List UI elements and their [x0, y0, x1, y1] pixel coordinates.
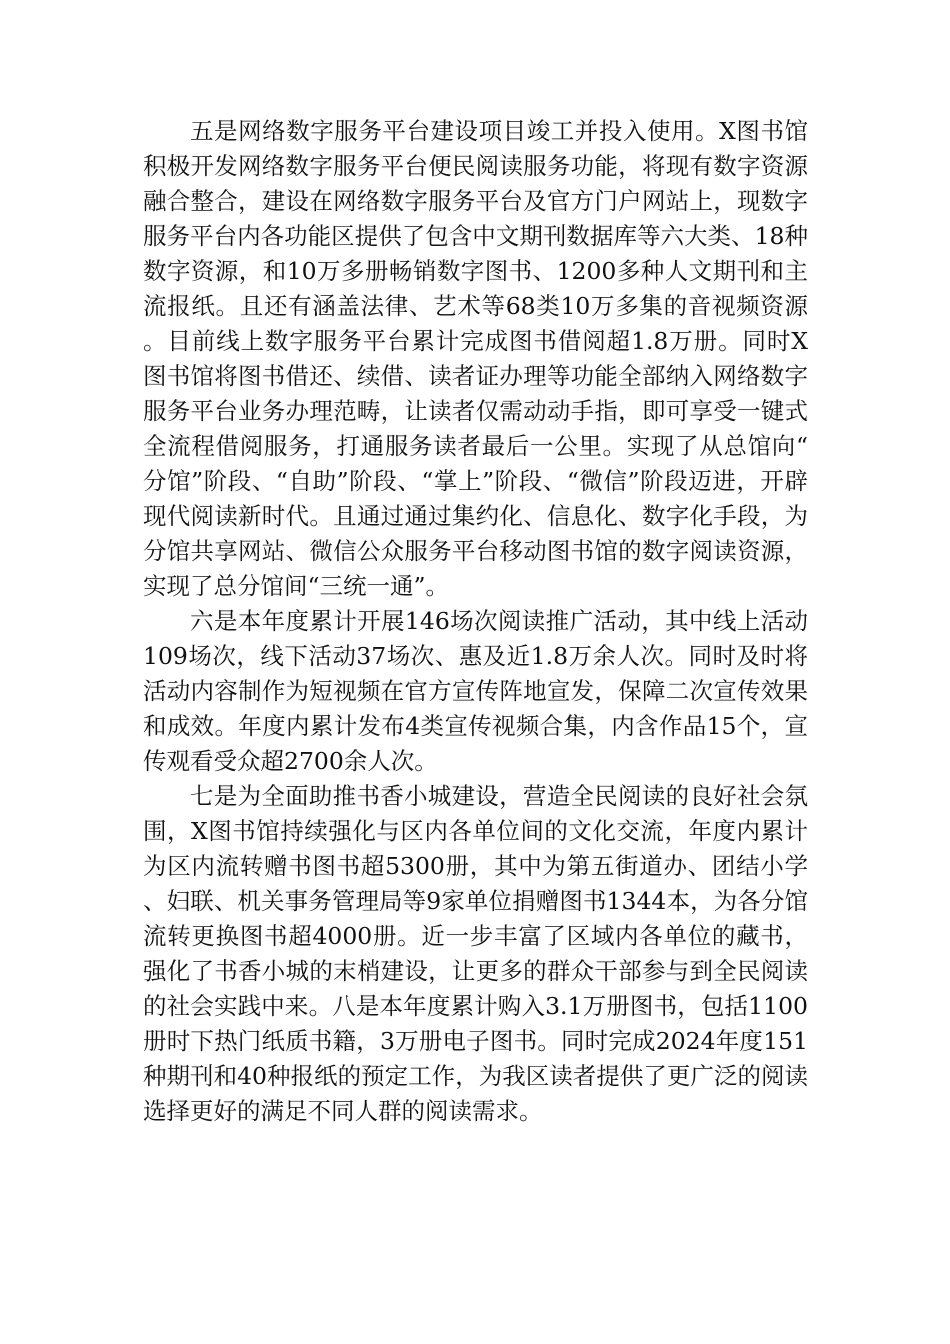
paragraph-digital-platform: 五是网络数字服务平台建设项目竣工并投入使用。X图书馆积极开发网络数字服务平台便民阅读服务功能，将现有数字资源融合整合，建设在网络数字服务平台及官方门户网站上，现数字服务平台内各功能区提供了包含中文期刊数据库等六大类、18种数字资源，和10万多册畅销数字图书、1200多种人文期刊和主流报纸。且还有涵盖法律、艺术等68类10万多集的音视频资源。目前线上数字服务平台累计完成图书借阅超1.8万册。同时X图书馆将图书借还、续借、读者证办理等功能全部纳入网络数字服务平台业务办理范畴，让读者仅需动动手指，即可享受一键式全流程借阅服务，打通服务读者最后一公里。实现了从总馆向“分馆”阶段、“自助”阶段、“掌上”阶段、“微信”阶段迈进，开辟现代阅读新时代。且通过通过集约化、信息化、数字化手段，为分馆共享网站、微信公众服务平台移动图书馆的数字阅读资源，实现了总分馆间“三统一通”。: [143, 117, 808, 600]
paragraph-reading-activities: 六是本年度累计开展146场次阅读推广活动，其中线上活动109场次，线下活动37场次、惠及近1.8万余人次。同时及时将活动内容制作为短视频在官方宣传阵地宣发，保障二次宣传效果和成效。年度内累计发布4类宣传视频合集，内含作品15个，宣传观看受众超2700余人次。: [143, 607, 808, 775]
paragraph-book-donation: 七是为全面助推书香小城建设，营造全民阅读的良好社会氛围，X图书馆持续强化与区内各单位间的文化交流，年度内累计为区内流转赠书图书超5300册，其中为第五街道办、团结小学、妇联、机关事务管理局等9家单位捐赠图书1344本，为各分馆流转更换图书超4000册。近一步丰富了区域内各单位的藏书，强化了书香小城的末梢建设，让更多的群众干部参与到全民阅读的社会实践中来。八是本年度累计购入3.1万册图书，包括1100册时下热门纸质书籍，3万册电子图书。同时完成2024年度151种期刊和40种报纸的预定工作，为我区读者提供了更广泛的阅读选择更好的满足不同人群的阅读需求。: [143, 782, 808, 1125]
document-page: [143, 114, 808, 1129]
